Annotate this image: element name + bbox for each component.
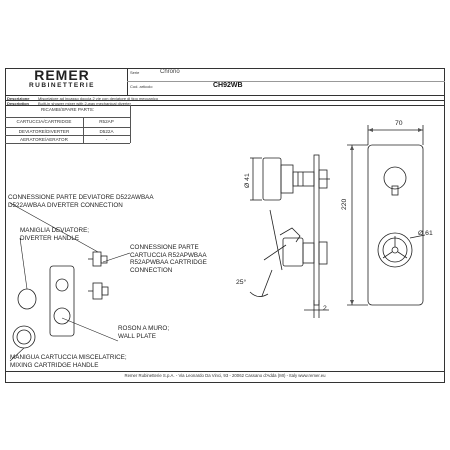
description-en: Built-in shower mixer with 2-way mechanical diverter (38, 101, 131, 106)
brand-name: REMER (34, 67, 90, 83)
description-it: Miscelatore ad incasso doccia 2 vie con deviatore di tipo meccanico (38, 96, 159, 101)
description-en-label: Description (7, 101, 30, 106)
callout-cartridge-connection: CONNESSIONE PARTE CARTUCCIA R52APWBAA R52APWBAA CARTRIDGE CONNECTION (130, 244, 207, 274)
dimension-diameter-large: Ø 61 (418, 230, 433, 237)
spare-part-code: R52AP (99, 119, 114, 124)
callout-mixing-handle: MANIGUA CARTUCCIA MISCELATRICE; MIXING CARTRIDGE HANDLE (10, 354, 127, 369)
description-it-label: Descrizione (7, 96, 30, 101)
diverter-connector (293, 172, 314, 186)
dimension-thickness: 2 (323, 305, 327, 312)
serie-value: Chrono (160, 69, 180, 75)
callout-diverter-connection: CONNESSIONE PARTE DEVIATORE D522AWBAA D522AWBAA DIVERTER CONNECTION (8, 194, 154, 209)
dimension-arrows (350, 128, 423, 305)
mixing-handle-part (13, 326, 35, 348)
spare-part-name: DEVIATORE/DIVERTER (18, 128, 70, 134)
mixer-body (283, 238, 303, 266)
diverter-body (263, 158, 281, 200)
dimension-width: 70 (395, 120, 403, 127)
spare-part-code: D522A (99, 128, 114, 134)
code-label: Cod. articolo (130, 84, 153, 89)
wall-plate (50, 266, 74, 336)
spare-part-code: - (105, 136, 108, 142)
dimension-angle: 25° (236, 279, 247, 286)
spare-parts-title: RICAMBI/SPARE PARTS: (40, 107, 95, 112)
footer-divider (5, 371, 445, 372)
callout-diverter-handle: MANIGLIA DEVIATORE; DIVERTER HANDLE (20, 227, 90, 242)
cartridge-connection-part (88, 283, 108, 299)
dimension-height: 220 (341, 198, 348, 210)
spare-part-name: AERATORE/AERATOR (20, 136, 68, 142)
diverter-stem (281, 165, 293, 193)
diverter-handle-part (18, 289, 36, 309)
spare-part-name: CARTUCCIA/CARTRIDGE (16, 119, 72, 124)
footer-address: Remer Rubinetterie S.p.A. - Via Leonardo Da Vinci, 93 - 20062 Cassano d'Adda (MI) - Italy www.remer.eu (124, 373, 326, 378)
front-plate-outline (368, 145, 423, 305)
brand-subtitle: RUBINETTERIE (28, 82, 96, 89)
product-code: CH92WB (213, 82, 243, 89)
dimension-diameter-small: Ø 41 (244, 173, 251, 188)
diverter-connection-part (88, 252, 107, 266)
side-plate-outline (314, 155, 319, 305)
serie-label: Serie (130, 70, 140, 75)
callout-wall-plate: ROSON A MURO; WALL PLATE (118, 325, 170, 340)
